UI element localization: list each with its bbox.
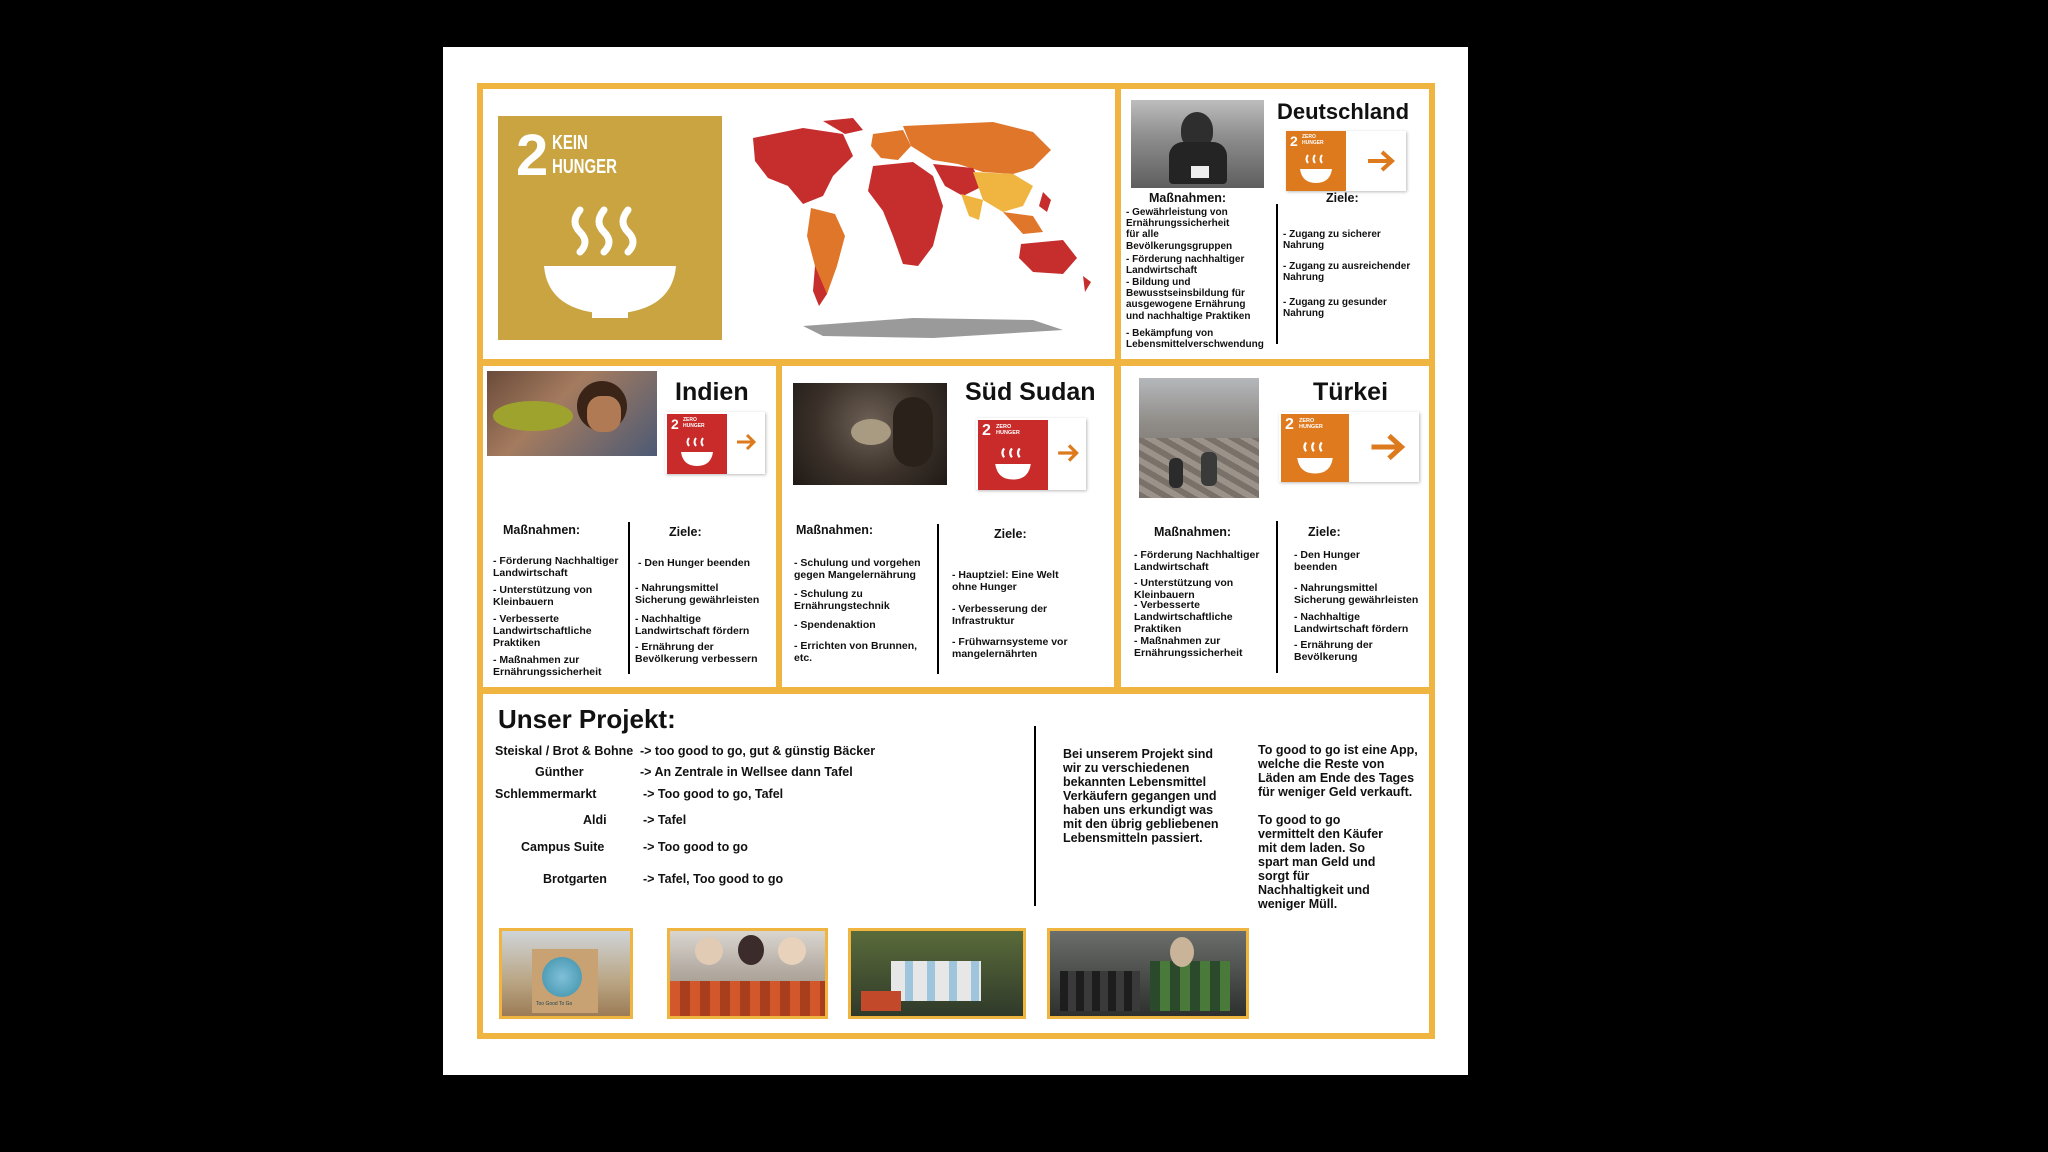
germany-massnahme-1: - Gewährleistung von Ernährungssicherheit für alle Bevölkerungsgruppen bbox=[1126, 207, 1233, 252]
india-country-name: Indien bbox=[675, 378, 749, 406]
turkey-divider bbox=[1276, 521, 1278, 673]
project-photo-volunteers bbox=[667, 928, 828, 1019]
india-massnahmen-title: Maßnahmen: bbox=[503, 523, 581, 537]
germany-massnahmen-title: Maßnahmen: bbox=[1149, 191, 1227, 205]
turkey-sdg-number: 2 bbox=[1285, 416, 1294, 433]
project-row-3-value: -> Too good to go, Tafel bbox=[643, 787, 784, 801]
india-panel bbox=[483, 366, 776, 687]
turkey-massnahme-4: - Maßnahmen zur Ernährungssicherheit bbox=[1134, 635, 1243, 659]
germany-massnahme-4: - Bekämpfung von Lebensmittelverschwendung bbox=[1126, 328, 1264, 351]
southsudan-ziel-3: - Frühwarnsysteme vor mangelernährten bbox=[952, 636, 1068, 660]
germany-divider bbox=[1276, 204, 1278, 344]
germany-photo bbox=[1131, 100, 1264, 188]
turkey-ziel-1: - Den Hunger beenden bbox=[1294, 549, 1360, 573]
project-row-6-value: -> Tafel, Too good to go bbox=[643, 872, 784, 886]
india-massnahme-3: - Verbesserte Landwirtschaftliche Praktiken bbox=[493, 613, 592, 649]
turkey-country-name: Türkei bbox=[1313, 378, 1389, 406]
india-photo bbox=[487, 371, 657, 456]
southsudan-massnahme-2: - Schulung zu Ernährungstechnik bbox=[794, 588, 890, 612]
project-row-4-value: -> Tafel bbox=[643, 813, 687, 827]
turkey-ziele-title: Ziele: bbox=[1308, 525, 1341, 539]
project-row-5-value: -> Too good to go bbox=[643, 840, 748, 854]
southsudan-sdg-label: ZERO HUNGER bbox=[996, 424, 1020, 437]
india-ziel-2: - Nahrungsmittel Sicherung gewährleisten bbox=[635, 582, 760, 606]
project-row-5-name: Campus Suite bbox=[521, 840, 605, 854]
germany-sdg-number: 2 bbox=[1290, 133, 1298, 149]
turkey-ziel-3: - Nachhaltige Landwirtschaft fördern bbox=[1294, 611, 1409, 635]
southsudan-photo bbox=[793, 383, 947, 485]
southsudan-ziel-1: - Hauptziel: Eine Welt ohne Hunger bbox=[952, 569, 1059, 593]
sdg-goal-title-1: KEIN bbox=[552, 132, 588, 154]
india-sdg-number: 2 bbox=[671, 416, 679, 432]
germany-ziel-1: - Zugang zu sicherer Nahrung bbox=[1283, 229, 1381, 252]
project-row-6-name: Brotgarten bbox=[543, 872, 607, 886]
india-sdg-label: ZERO HUNGER bbox=[683, 417, 705, 429]
southsudan-country-name: Süd Sudan bbox=[965, 378, 1096, 406]
project-panel bbox=[483, 694, 1429, 1033]
germany-ziel-2: - Zugang zu ausreichender Nahrung bbox=[1283, 261, 1411, 284]
germany-sdg-label: ZERO HUNGER bbox=[1302, 134, 1324, 146]
germany-bowl-icon bbox=[1298, 153, 1334, 185]
project-photo-food-sorting bbox=[848, 928, 1026, 1019]
project-app-info: To good to go ist eine App, welche die Reste von Läden am Ende des Tages für weniger Geld verkauft. To good to go vermittelt den Käufer mit dem laden. So spart man Geld und sorgt für Nachhaltigkeit und weniger Müll. bbox=[1258, 743, 1418, 911]
southsudan-ziele-title: Ziele: bbox=[994, 527, 1027, 541]
project-row-2-name: Günther bbox=[535, 765, 584, 779]
project-title: Unser Projekt: bbox=[498, 704, 676, 734]
india-divider bbox=[628, 522, 630, 674]
southsudan-sdg-badge bbox=[976, 418, 1086, 490]
sdg-goal-number: 2 bbox=[516, 123, 549, 188]
germany-panel bbox=[1121, 89, 1429, 359]
turkey-sdg-badge bbox=[1279, 412, 1419, 482]
india-massnahme-1: - Förderung Nachhaltiger Landwirtschaft bbox=[493, 555, 619, 579]
india-sdg-badge bbox=[665, 412, 765, 474]
project-description: Bei unserem Projekt sind wir zu verschiedenen bekannten Lebensmittel Verkäufern gegangen und haben uns erkundigt was mit den übrig gebliebenen Lebensmitteln passiert. bbox=[1063, 747, 1219, 845]
india-bowl-icon bbox=[679, 436, 715, 468]
turkey-photo bbox=[1139, 378, 1259, 498]
southsudan-ziel-2: - Verbesserung der Infrastruktur bbox=[952, 603, 1048, 627]
world-hunger-map bbox=[733, 116, 1103, 346]
southsudan-massnahme-1: - Schulung und vorgehen gegen Mangelernährung bbox=[794, 557, 921, 581]
turkey-sdg-label: ZERO HUNGER bbox=[1299, 418, 1323, 431]
turkey-massnahme-2: - Unterstützung von Kleinbauern bbox=[1134, 577, 1234, 601]
southsudan-sdg-number: 2 bbox=[982, 422, 991, 439]
turkey-bowl-icon bbox=[1295, 440, 1335, 476]
india-ziel-4: - Ernährung der Bevölkerung verbessern bbox=[635, 641, 758, 665]
germany-massnahme-3: - Bildung und Bewusstseinsbildung für ausgewogene Ernährung und nachhaltige Praktiken bbox=[1126, 277, 1251, 322]
southsudan-massnahmen-title: Maßnahmen: bbox=[796, 523, 874, 537]
sdg-map-panel bbox=[483, 89, 1115, 359]
southsudan-arrow-icon bbox=[1056, 442, 1082, 464]
turkey-panel bbox=[1121, 366, 1429, 687]
turkey-arrow-icon bbox=[1369, 430, 1409, 464]
southsudan-panel bbox=[782, 366, 1114, 687]
india-massnahme-4: - Maßnahmen zur Ernährungssicherheit bbox=[493, 654, 602, 678]
project-row-1-name: Steiskal / Brot & Bohne bbox=[495, 744, 634, 758]
germany-massnahme-2: - Förderung nachhaltiger Landwirtschaft bbox=[1126, 254, 1245, 277]
germany-ziel-3: - Zugang zu gesunder Nahrung bbox=[1283, 297, 1387, 320]
project-divider bbox=[1034, 726, 1036, 906]
project-row-2-value: -> An Zentrale in Wellsee dann Tafel bbox=[640, 765, 853, 779]
germany-ziele-title: Ziele: bbox=[1326, 191, 1359, 205]
turkey-massnahmen-title: Maßnahmen: bbox=[1154, 525, 1232, 539]
sdg-goal-title-2: HUNGER bbox=[552, 156, 618, 178]
project-row-4-name: Aldi bbox=[583, 813, 607, 827]
southsudan-massnahme-3: - Spendenaktion bbox=[794, 619, 876, 631]
turkey-massnahme-1: - Förderung Nachhaltiger Landwirtschaft bbox=[1134, 549, 1260, 573]
project-bag-label: Too Good To Go bbox=[536, 1001, 573, 1007]
turkey-massnahme-3: - Verbesserte Landwirtschaftliche Praktiken bbox=[1134, 599, 1233, 635]
project-row-3-name: Schlemmermarkt bbox=[495, 787, 597, 801]
germany-arrow-icon bbox=[1366, 149, 1398, 173]
project-photo-food-crates bbox=[1047, 928, 1249, 1019]
southsudan-bowl-icon bbox=[993, 446, 1033, 482]
soup-bowl-icon bbox=[540, 204, 680, 324]
germany-country-name: Deutschland bbox=[1277, 99, 1410, 124]
sdg-goal-tile bbox=[498, 116, 722, 340]
turkey-ziel-2: - Nahrungsmittel Sicherung gewährleisten bbox=[1294, 582, 1419, 606]
india-ziel-1: - Den Hunger beenden bbox=[638, 557, 751, 569]
india-ziel-3: - Nachhaltige Landwirtschaft fördern bbox=[635, 613, 750, 637]
germany-sdg-badge bbox=[1286, 131, 1406, 191]
turkey-ziel-4: - Ernährung der Bevölkerung bbox=[1294, 639, 1373, 663]
india-arrow-icon bbox=[735, 432, 759, 452]
southsudan-massnahme-4: - Errichten von Brunnen, etc. bbox=[794, 640, 918, 664]
southsudan-divider bbox=[937, 524, 939, 674]
project-row-1-value: -> too good to go, gut & günstig Bäcker bbox=[640, 744, 876, 758]
india-ziele-title: Ziele: bbox=[669, 525, 702, 539]
india-massnahme-2: - Unterstützung von Kleinbauern bbox=[493, 584, 593, 608]
project-photo-bag bbox=[499, 928, 633, 1019]
